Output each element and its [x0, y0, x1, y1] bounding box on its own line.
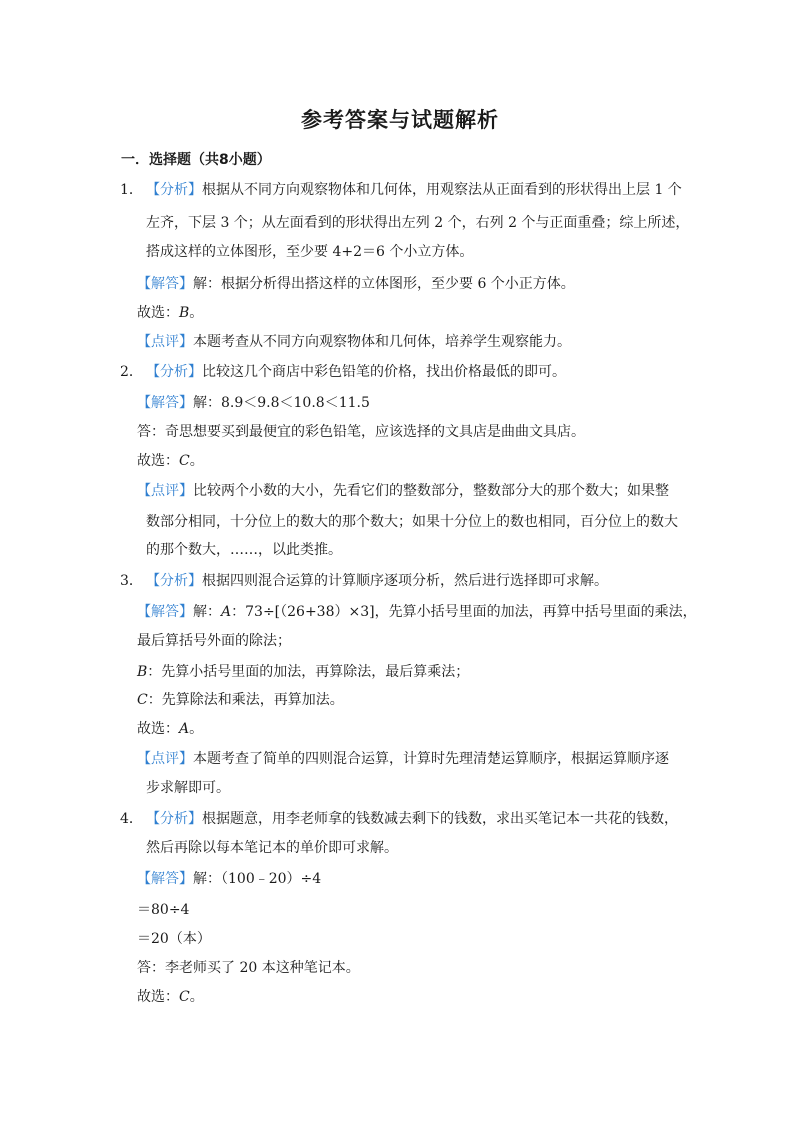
- section-tag: 【分析】: [146, 811, 202, 827]
- text-run: 。: [189, 721, 204, 737]
- text-run: 的那个数大，……，以此类推。: [146, 542, 342, 558]
- answer-line: [146, 512, 678, 532]
- text-run: ：先算除法和乘法，再算加法。: [147, 692, 344, 708]
- section-tag: 【解答】: [137, 395, 193, 411]
- answer-line: [137, 481, 669, 501]
- section-heading: 一．选择题（共8小题）: [121, 152, 271, 168]
- text-run: 步求解即可。: [146, 780, 230, 796]
- text-run: 最后算括号外面的除法；: [137, 633, 291, 649]
- text-run: 故选：: [137, 305, 179, 321]
- text-run: 故选：: [137, 453, 179, 469]
- answer-line: [137, 303, 203, 323]
- answer-line: [146, 242, 473, 262]
- answer-line: [146, 362, 566, 382]
- text-run: 搭成这样的立体图形，至少要 4+2＝6 个小立方体。: [146, 244, 474, 260]
- text-run: 。: [189, 305, 204, 321]
- text-run: 比较两个小数的大小，先看它们的整数部分，整数部分大的那个数大；如果整: [193, 483, 669, 499]
- text-run: 解：（100﹣20）÷4: [193, 871, 322, 887]
- answer-line: [137, 662, 469, 682]
- answer-line: [137, 393, 370, 413]
- text-run: 答：奇思想要买到最便宜的彩色铅笔，应该选择的文具店是曲曲文具店。: [137, 424, 585, 440]
- option-letter: A: [179, 721, 190, 737]
- text-run: 解：: [193, 604, 221, 620]
- text-run: 故选：: [137, 721, 179, 737]
- page-title: 参考答案与试题解析: [301, 108, 499, 132]
- text-run: 解：8.9＜9.8＜10.8＜11.5: [193, 395, 370, 411]
- text-run: 根据题意，用李老师拿的钱数减去剩下的钱数，求出买笔记本一共花的钱数，: [202, 811, 678, 827]
- text-run: 解：根据分析得出搭这样的立体图形，至少要 6 个小正方体。: [193, 276, 575, 292]
- section-tag: 【解答】: [137, 604, 193, 620]
- option-letter: B: [179, 305, 190, 321]
- answer-line: [146, 809, 678, 829]
- text-run: 答：李老师买了 20 本这种笔记本。: [137, 960, 360, 976]
- option-letter: C: [179, 989, 190, 1005]
- answer-line: [146, 571, 608, 591]
- question-number: 1．: [120, 182, 143, 198]
- answer-line: [137, 987, 204, 1007]
- question-number: 3．: [120, 573, 143, 589]
- answer-line: [137, 958, 360, 978]
- text-run: ＝80÷4: [137, 902, 190, 918]
- section-tag: 【分析】: [146, 182, 202, 198]
- section-tag: 【分析】: [146, 573, 202, 589]
- answer-line: [137, 332, 571, 352]
- section-tag: 【点评】: [137, 751, 193, 767]
- option-letter: A: [221, 604, 232, 620]
- answer-line: [146, 180, 682, 200]
- answer-line: [137, 719, 203, 739]
- text-run: 。: [189, 453, 204, 469]
- text-run: ：73÷[（26+38）×3]，先算小括号里面的加法，再算中括号里面的乘法，: [231, 604, 697, 620]
- answer-line: [146, 213, 689, 233]
- answer-line: [137, 274, 575, 294]
- text-run: 故选：: [137, 989, 179, 1005]
- text-run: 本题考查从不同方向观察物体和几何体，培养学生观察能力。: [193, 334, 571, 350]
- text-run: 左齐，下层 3 个；从左面看到的形状得出左列 2 个，右列 2 个与正面重叠；综上所述，: [146, 215, 690, 231]
- section-tag: 【解答】: [137, 276, 193, 292]
- text-run: 比较这几个商店中彩色铅笔的价格，找出价格最低的即可。: [202, 364, 566, 380]
- section-tag: 【分析】: [146, 364, 202, 380]
- answer-line: [146, 540, 342, 560]
- text-run: 数部分相同，十分位上的数大的那个数大；如果十分位上的数也相同，百分位上的数大: [146, 514, 678, 530]
- answer-line: [137, 451, 204, 471]
- answer-line: [137, 929, 211, 949]
- section-tag: 【点评】: [137, 483, 193, 499]
- answer-line: [137, 631, 291, 651]
- text-run: 本题考查了简单的四则混合运算，计算时先理清楚运算顺序，根据运算顺序逐: [193, 751, 669, 767]
- option-letter: C: [137, 692, 148, 708]
- text-run: 根据从不同方向观察物体和几何体，用观察法从正面看到的形状得出上层 1 个: [202, 182, 682, 198]
- answer-line: [146, 778, 230, 798]
- text-run: ：先算小括号里面的加法，再算除法，最后算乘法；: [147, 664, 470, 680]
- question-number: 4．: [120, 811, 143, 827]
- answer-line: [137, 900, 189, 920]
- answer-line: [137, 422, 585, 442]
- answer-line: [137, 869, 321, 889]
- answer-line: [137, 749, 669, 769]
- section-tag: 【点评】: [137, 334, 193, 350]
- option-letter: C: [179, 453, 190, 469]
- answer-line: [137, 602, 697, 622]
- text-run: 根据四则混合运算的计算顺序逐项分析，然后进行选择即可求解。: [202, 573, 608, 589]
- option-letter: B: [137, 664, 148, 680]
- answer-line: [146, 838, 398, 858]
- text-run: 然后再除以每本笔记本的单价即可求解。: [146, 840, 398, 856]
- question-number: 2．: [120, 364, 143, 380]
- text-run: 。: [189, 989, 204, 1005]
- section-tag: 【解答】: [137, 871, 193, 887]
- answer-line: [137, 690, 344, 710]
- text-run: ＝20（本）: [137, 931, 211, 947]
